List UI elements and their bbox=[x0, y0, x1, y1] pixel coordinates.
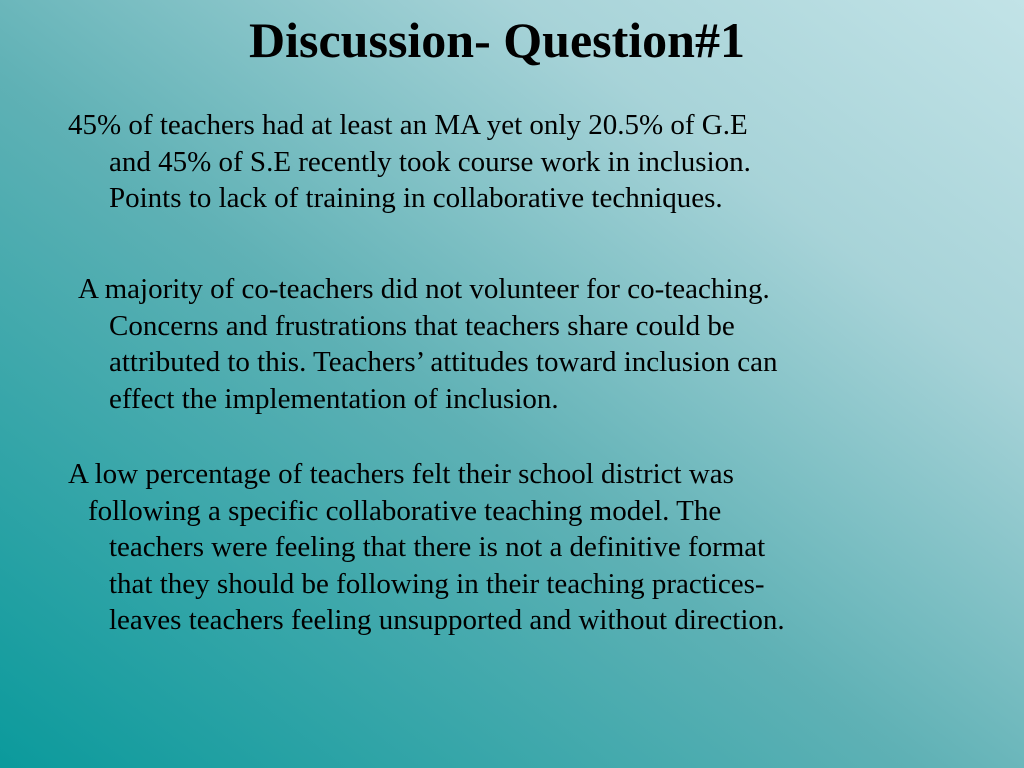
paragraph-training bbox=[68, 107, 751, 217]
paragraph-line: effect the implementation of inclusion. bbox=[109, 382, 559, 415]
paragraph-line: Concerns and frustrations that teachers share could be bbox=[109, 309, 735, 342]
paragraph-line: and 45% of S.E recently took course work in inclusion. bbox=[109, 145, 751, 178]
paragraph-line: leaves teachers feeling unsupported and without direction. bbox=[109, 604, 785, 636]
paragraph-line: Points to lack of training in collaborative techniques. bbox=[109, 182, 723, 214]
paragraph-model bbox=[68, 456, 785, 639]
paragraph-line: A majority of co-teachers did not volunteer for co-teaching. bbox=[78, 273, 770, 305]
paragraph-line: A low percentage of teachers felt their school district was bbox=[68, 458, 734, 490]
paragraph-line: 45% of teachers had at least an MA yet only 20.5% of G.E bbox=[68, 109, 748, 141]
paragraph-line: attributed to this. Teachers’ attitudes toward inclusion can bbox=[109, 346, 778, 378]
paragraph-line: following a specific collaborative teaching model. The bbox=[88, 494, 722, 527]
paragraph-line: that they should be following in their teaching practices- bbox=[109, 567, 765, 600]
slide-title: Discussion- Question#1 bbox=[249, 12, 745, 68]
paragraph-volunteer bbox=[68, 271, 778, 417]
paragraph-line: teachers were feeling that there is not a definitive format bbox=[109, 531, 766, 563]
